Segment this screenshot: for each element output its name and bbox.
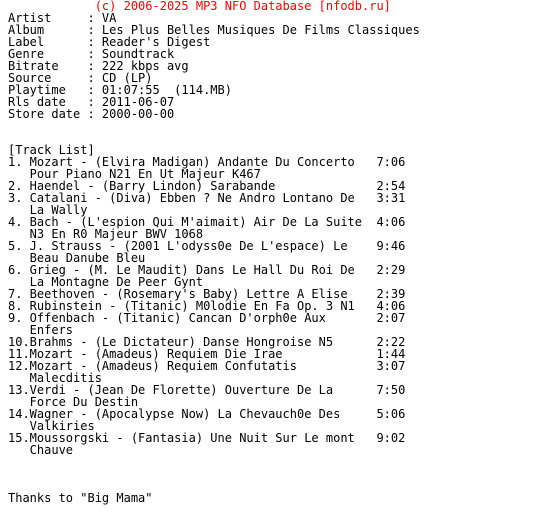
track-line: La Wally xyxy=(8,203,88,217)
track-line: 10.Brahms - (Le Dictateur) Danse Hongroise N5 2:22 xyxy=(8,335,406,349)
info-genre: Genre : Soundtrack xyxy=(8,47,175,61)
track-line: N3 En R0 Majeur BWV 1068 xyxy=(8,227,204,241)
track-line: Chauve xyxy=(8,443,74,457)
track-line: Valkiries xyxy=(8,419,95,433)
track-line: 2. Haendel - (Barry Lindon) Sarabande 2:54 xyxy=(8,179,406,193)
info-artist: Artist : VA xyxy=(8,11,117,25)
track-line: 4. Bach - (L'espion Qui M'aimait) Air De La Suite 4:06 xyxy=(8,215,406,229)
blank-line xyxy=(8,468,420,480)
blank-line xyxy=(8,120,420,132)
track-line: Pour Piano N21 En Ut Majeur K467 xyxy=(8,167,261,181)
thanks-line: Thanks to "Big Mama" xyxy=(8,491,153,505)
track-line: 14.Wagner - (Apocalypse Now) La Chevauch0e Des 5:06 xyxy=(8,407,406,421)
track-line: Enfers xyxy=(8,323,74,337)
track-line: 9. Offenbach - (Titanic) Cancan D'orph0e Aux 2:07 xyxy=(8,311,406,325)
track-line: Malecditis xyxy=(8,371,102,385)
nfo-text xyxy=(8,0,420,504)
info-playtime: Playtime : 01:07:55 (114.MB) xyxy=(8,83,232,97)
blank-line xyxy=(8,456,420,468)
track-line: Force Du Destin xyxy=(8,395,139,409)
track-line: 12.Mozart - (Amadeus) Requiem Confutatis 3:07 xyxy=(8,359,406,373)
track-line: 5. J. Strauss - (2001 L'odyss0e De L'espace) Le 9:46 xyxy=(8,239,406,253)
track-line: 11.Mozart - (Amadeus) Requiem Die Irae 1:44 xyxy=(8,347,406,361)
info-source: Source : CD (LP) xyxy=(8,71,153,85)
track-line: 6. Grieg - (M. Le Maudit) Dans Le Hall Du Roi De 2:29 xyxy=(8,263,406,277)
track-line: 15.Moussorgski - (Fantasia) Une Nuit Sur Le mont 9:02 xyxy=(8,431,406,445)
track-line: 1. Mozart - (Elvira Madigan) Andante Du Concerto 7:06 xyxy=(8,155,406,169)
track-line: 13.Verdi - (Jean De Florette) Ouverture De La 7:50 xyxy=(8,383,406,397)
info-store-date: Store date : 2000-00-00 xyxy=(8,107,175,121)
database-header: (c) 2006-2025 MP3 NFO Database [nfodb.ru] xyxy=(8,0,391,13)
info-album: Album : Les Plus Belles Musiques De Films Classiques xyxy=(8,23,420,37)
info-rls-date: Rls date : 2011-06-07 xyxy=(8,95,175,109)
track-line: La Montagne De Peer Gynt xyxy=(8,275,204,289)
track-line: Beau Danube Bleu xyxy=(8,251,146,265)
track-list-title: [Track List] xyxy=(8,143,95,157)
track-line: 7. Beethoven - (Rosemary's Baby) Lettre A Elise 2:39 xyxy=(8,287,406,301)
track-line: 3. Catalani - (Diva) Ebben ? Ne Andro Lontano De 3:31 xyxy=(8,191,406,205)
info-label: Label : Reader's Digest xyxy=(8,35,211,49)
track-line: 8. Rubinstein - (Titanic) M0lodie En Fa Op. 3 N1 4:06 xyxy=(8,299,406,313)
info-bitrate: Bitrate : 222 kbps avg xyxy=(8,59,189,73)
